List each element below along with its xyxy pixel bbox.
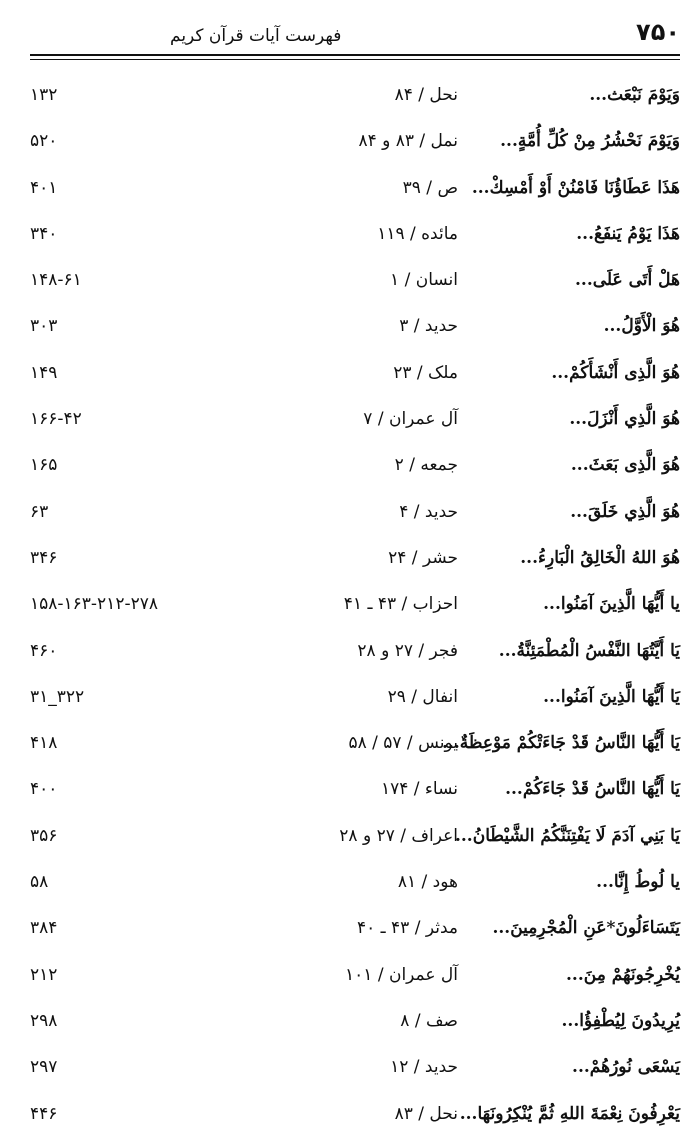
page-references: ۴۰۱ [30,177,58,198]
surah-reference: نحل / ۸۳ [394,1103,458,1124]
verse-text: يا لُوطُ إِنَّا... [596,872,680,893]
running-title: فهرست آیات قرآن کریم [170,26,342,46]
verse-text: هَذَا يَوْمُ يَنفَعُ... [576,223,680,244]
verse-text: يَعْرِفُونَ نِعْمَةَ اللهِ ثُمَّ يُنْكِرُونَهَا... [459,1103,680,1124]
index-entry [30,813,680,859]
page-references: ۱۶۶-۴۲ [30,409,82,430]
verse-text: يُرِيدُونَ لِيُطْفِؤُا... [561,1010,680,1031]
page-references: ۲۹۸ [30,1010,58,1031]
index-entry [30,442,680,488]
index-entry [30,257,680,303]
surah-reference: یونس / ۵۷ / ۵۸ [348,733,458,754]
verse-text: هَلْ أَتَى عَلَى... [575,270,680,291]
header-rule-thick [30,54,680,56]
surah-reference: نمل / ۸۳ و ۸۴ [358,131,458,152]
verse-text: هُوَ اللهُ الْخَالِقُ الْبَارِءُ... [520,547,680,568]
index-entry [30,211,680,257]
verse-text: هُوَ الَّذِى بَعَثَ... [570,455,680,476]
page-references: ۲۹۷ [30,1057,58,1078]
index-entry [30,581,680,627]
page-references: ۵۸ [30,872,49,893]
index-entry [30,489,680,535]
verse-text: هُوَ الْأَوَّلُ... [603,316,680,337]
verse-text: هُوَ الَّذِي أَنْزَلَ... [569,409,680,430]
index-entry [30,165,680,211]
page-references: ۳۴۰ [30,223,58,244]
page-references: ۵۲۰ [30,131,58,152]
page-references: ۱۵۸-۱۶۳-۲۱۲-۲۷۸ [30,594,158,615]
surah-reference: صف / ۸ [400,1010,458,1031]
index-entry [30,859,680,905]
surah-reference: نحل / ۸۴ [394,85,458,105]
page-references: ۴۰۰ [30,779,58,800]
page-references: ۴۴۶ [30,1103,58,1124]
verse-text: يَا أَيُّهَا النَّاسُ قَدْ جَاءَكُمْ... [505,779,680,800]
verse-index-list [30,72,680,1137]
surah-reference: مدثر / ۴۳ ـ ۴۰ [356,918,458,939]
index-entry [30,905,680,951]
page-references: ۳۰۳ [30,316,58,337]
page-references: ۱۴۹ [30,362,58,383]
page-references: ۴۱۸ [30,733,58,754]
page-references: ۲۱۲ [30,964,58,985]
page-references: ۳۸۴ [30,918,58,939]
page-references: ۱۳۲ [30,85,58,105]
verse-text: يَا أَيُّهَا النَّاسُ قَدْ جَاءَتْكُمْ مَوْعِظَةٌ... [442,733,680,754]
index-entry [30,303,680,349]
page-references: ۳۴۶ [30,547,58,568]
surah-reference: حشر / ۲۴ [388,547,458,568]
index-entry [30,674,680,720]
page-references: ۱۴۸-۶۱ [30,270,82,291]
surah-reference: ص / ۳۹ [402,177,458,198]
surah-reference: حدید / ۳ [399,316,458,337]
verse-text: يا أَيُّهَا الَّذِينَ آمَنُوا... [543,594,680,615]
index-entry [30,535,680,581]
index-entry [30,118,680,164]
verse-text: يُخْرِجُونَهُمْ مِنَ... [566,964,680,985]
verse-text: يَا أَيُّهَا الَّذِينَ آمَنُوا... [543,686,680,707]
index-entry [30,720,680,766]
surah-reference: احزاب / ۴۳ ـ ۴۱ [343,594,458,615]
surah-reference: نساء / ۱۷۴ [380,779,458,800]
header-rule-thin [30,59,680,60]
page-references: ۳۵۶ [30,825,58,846]
surah-reference: فجر / ۲۷ و ۲۸ [357,640,458,661]
verse-text: هُوَ الَّذِى أَنْشَأَكُمْ... [551,362,680,383]
surah-reference: آل عمران / ۱۰۱ [345,964,458,985]
surah-reference: انسان / ۱ [390,270,458,291]
verse-text: يَا أَيَّتُهَا النَّفْسُ الْمُطْمَئِنَّةُ... [498,640,680,661]
verse-text: يَتَسَاءَلُونَ*عَنِ الْمُجْرِمِينَ... [492,918,680,939]
page-references: ۶۳ [30,501,49,522]
verse-text: هَذَا عَطَاؤُنَا فَامْنُنْ أَوْ أَمْسِكْ... [471,177,680,198]
page-references: ۳۲۲_۳۱ [30,686,85,707]
surah-reference: هود / ۸۱ [397,872,458,893]
surah-reference: انفال / ۲۹ [387,686,458,707]
index-entry [30,766,680,812]
surah-reference: اعراف / ۲۷ و ۲۸ [339,825,458,846]
index-entry [30,628,680,674]
verse-text: وَيَوْمَ نَبْعَث... [589,85,680,105]
page-header [30,18,680,54]
index-entry [30,72,680,118]
index-entry [30,350,680,396]
page-references: ۱۶۵ [30,455,58,476]
verse-text: هُوَ الَّذِي خَلَقَ... [570,501,680,522]
verse-text: يَسْعَى نُورُهُمْ... [572,1057,680,1078]
index-entry [30,998,680,1044]
surah-reference: حدید / ۱۲ [390,1057,458,1078]
surah-reference: آل عمران / ۷ [363,409,458,430]
index-entry [30,952,680,998]
surah-reference: جمعه / ۲ [394,455,458,476]
surah-reference: مائده / ۱۱۹ [377,223,458,244]
verse-text: وَيَوْمَ نَحْشُرُ مِنْ كُلِّ أُمَّةٍ... [500,131,680,152]
surah-reference: حدید / ۴ [399,501,458,522]
verse-text: يَا بَنِي آدَمَ لَا يَفْتِنَنَّكُمُ الشَّيْطَانُ... [454,825,680,846]
surah-reference: ملک / ۲۳ [393,362,458,383]
index-entry [30,1044,680,1090]
index-entry [30,396,680,442]
page-number: ۷۵۰ [636,18,680,46]
page-references: ۴۶۰ [30,640,58,661]
